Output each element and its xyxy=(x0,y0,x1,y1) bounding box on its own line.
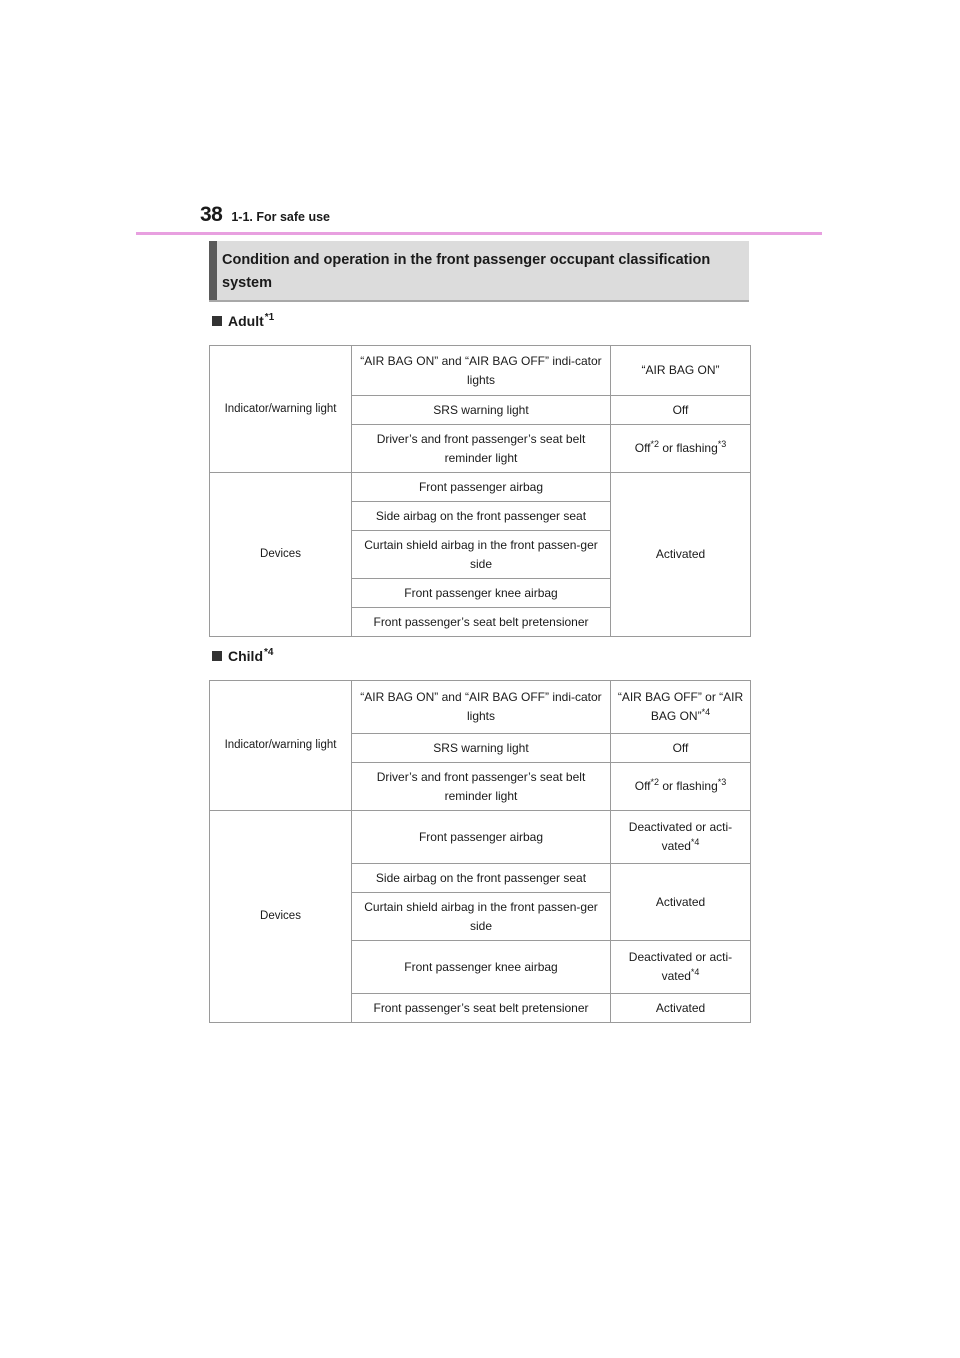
square-bullet-icon xyxy=(212,651,222,661)
footnote-ref: *3 xyxy=(717,776,727,787)
value-cell xyxy=(611,763,751,811)
item-cell: Side airbag on the front passenger seat xyxy=(352,502,611,531)
value-text: Deactivated or acti-vated xyxy=(628,819,733,853)
value-text: or flashing xyxy=(659,778,718,793)
value-cell xyxy=(611,681,751,734)
square-bullet-icon xyxy=(212,316,222,326)
footnote-ref: *4 xyxy=(690,966,700,977)
item-cell: Front passenger knee airbag xyxy=(352,941,611,994)
section-header xyxy=(209,241,749,302)
child-heading-label: Child xyxy=(228,648,263,664)
value-text: Off xyxy=(634,778,651,793)
section-title: Condition and operation in the front passenger occupant classification system xyxy=(222,252,711,291)
item-cell: Curtain shield airbag in the front passen-ger side xyxy=(352,893,611,941)
item-cell: SRS warning light xyxy=(352,396,611,425)
footnote-ref: *2 xyxy=(650,438,660,449)
footnote-ref: *3 xyxy=(717,438,727,449)
value-cell: Activated xyxy=(611,864,751,941)
child-heading xyxy=(212,648,273,664)
item-cell: “AIR BAG ON” and “AIR BAG OFF” indi-cator lights xyxy=(352,681,611,734)
table-row xyxy=(210,681,751,734)
item-cell: Driver’s and front passenger’s seat belt reminder light xyxy=(352,763,611,811)
section-accent-bar xyxy=(209,241,217,300)
page-number: 38 xyxy=(200,203,223,226)
page-header xyxy=(200,203,330,227)
item-cell: Side airbag on the front passenger seat xyxy=(352,864,611,893)
value-text: or flashing xyxy=(659,440,718,455)
row-group-devices: Devices xyxy=(210,473,352,637)
header-rule xyxy=(136,232,822,235)
child-table xyxy=(209,680,751,1023)
adult-heading-note: *1 xyxy=(264,312,275,323)
table-row xyxy=(210,811,751,864)
item-cell: Front passenger’s seat belt pretensioner xyxy=(352,994,611,1023)
value-cell xyxy=(611,425,751,473)
adult-table xyxy=(209,345,751,637)
item-cell: Front passenger knee airbag xyxy=(352,579,611,608)
value-cell: Off xyxy=(611,396,751,425)
row-group-devices: Devices xyxy=(210,811,352,1023)
value-cell xyxy=(611,811,751,864)
value-cell: Activated xyxy=(611,473,751,637)
footnote-ref: *2 xyxy=(650,776,660,787)
item-cell: Front passenger airbag xyxy=(352,811,611,864)
item-cell: “AIR BAG ON” and “AIR BAG OFF” indi-cator lights xyxy=(352,346,611,396)
value-cell: Off xyxy=(611,734,751,763)
adult-heading xyxy=(212,313,274,329)
value-cell: “AIR BAG ON” xyxy=(611,346,751,396)
table-row xyxy=(210,473,751,502)
value-cell xyxy=(611,941,751,994)
value-text: “AIR BAG OFF” or “AIR BAG ON” xyxy=(617,689,744,723)
value-cell: Activated xyxy=(611,994,751,1023)
footnote-ref: *4 xyxy=(701,706,711,717)
value-text: Deactivated or acti-vated xyxy=(628,949,733,983)
table-row xyxy=(210,346,751,396)
item-cell: Front passenger’s seat belt pretensioner xyxy=(352,608,611,637)
item-cell: Front passenger airbag xyxy=(352,473,611,502)
child-heading-note: *4 xyxy=(264,647,274,658)
row-group-indicator: Indicator/warning light xyxy=(210,346,352,473)
row-group-indicator: Indicator/warning light xyxy=(210,681,352,811)
item-cell: SRS warning light xyxy=(352,734,611,763)
item-cell: Driver’s and front passenger’s seat belt reminder light xyxy=(352,425,611,473)
item-cell: Curtain shield airbag in the front passen-ger side xyxy=(352,531,611,579)
footnote-ref: *4 xyxy=(690,836,700,847)
value-text: Off xyxy=(634,440,651,455)
adult-heading-label: Adult xyxy=(228,313,264,329)
chapter-title: 1-1. For safe use xyxy=(231,210,331,224)
